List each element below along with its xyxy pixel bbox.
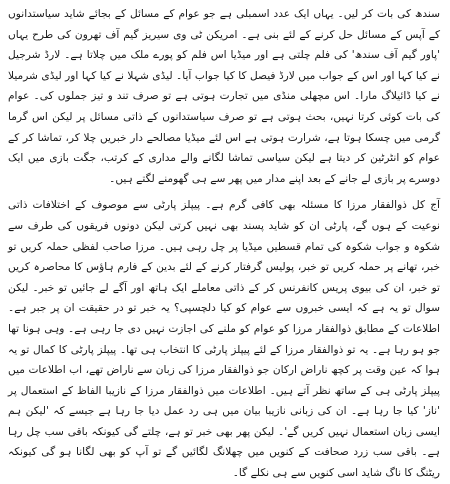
article-paragraph-2: آج کل ذوالفقار مرزا کا مسئلہ بھی کافی گرم ہے۔ پیپلز پارٹی سے موصوف کے اختلافات ذاتی نوعیت کے ہوں گے، پارٹی ان کو شاید پسند بھی نہیں کرتی لیکن دونوں فریقوں کی طرف سے شکوہ و جواب شکوہ کی تمام قسطیں میڈیا پر چل رہی ہیں۔ مرزا صاحب لفظی حملہ کریں تو خبر، تھانے پر حملہ کریں تو خبر، پولیس گرفتار کرنے کے لئے بدین کے فارم ہاؤس کا محاصرہ کریں تو خبر، ان کی بیوی پریس کانفرنس کر کے ذاتی معاملے ایک ہاتھ اور آگے لے جائیں تو خبر۔ لیکن سوال تو یہ ہے کہ ایسی خبروں سے عوام کو کیا دلچسپی؟ یہ خبر تو در حقیقت ان پر جبر ہے۔ اطلاعات کے مطابق ذوالفقار مرزا کو عوام کو ملنے کی اجازت نہیں دی جا رہی ہے۔ وہی ہونا تھا جو ہو رہا ہے۔ یہ تو ذوالفقار مرزا کے لئے پیپلز پارٹی کا انتخاب ہی تھا۔ پیپلز پارٹی کا کمال تو یہ ہوا کہ عین وقت پر کچھ ناراض ارکان جو ذوالفقار مرزا کی زبان سے ناراض تھے، اب اطلاعات میں پیپلز پارٹی ہی کے ساتھ نظر آتے ہیں۔ اطلاعات میں ذوالفقار مرزا کے نازیبا الفاظ کے استعمال پر 'ناز' کیا جا رہا ہے۔ ان کی زبانی نازیبا بیان میں ہی رد عمل دیا جا رہا ہے جیسے کہ 'لیکن ہم ایسی زبان استعمال نہیں کریں گے'۔ لیکن پھر بھی خبر تو ہے، چلتے گی کیونکہ باقی سب چل رہا ہے۔ باقی سب زرد صحافت کے کنویں میں چھلانگ لگائیں گے تو آپ کو بھی لگانا ہو گی کیونکہ ریٹنگ کا ناگ شاید اسی کنویں سے ہی نکلے گا۔ — [8, 199, 440, 480]
article-paragraph-1: سندھ کی بات کر لیں۔ یہاں ایک عدد اسمبلی ہے جو عوام کے مسائل کے بجائے شاید سیاستدانوں کے آپس کے مسائل حل کرنے کے لئے بنی ہے۔ امریکن ٹی وی سیریز گیم آف تھرون کی طرح یہاں 'پاور گیم آف سندھ' کی فلم چلتی ہے اور میڈیا اس فلم کو پورے ملک میں چلاتا ہے۔ لارڈ شرجیل نے کیا کہا اور اس کے جواب میں لارڈ فیصل کا کیا جواب آیا۔ لیڈی شہلا نے کیا کہا اور لیڈی شرمیلا نے کیا ڈائیلاگ مارا۔ اس مچھلی منڈی میں تجارت ہوتی ہے تو صرف تند و تیز جملوں کی۔ عوام کی بات کوئی کرتا نہیں، بحث ہوتی ہے تو صرف سیاستدانوں کے ذاتی مسائل پر لیکن اس گرما گرمی میں چسکا ہوتا ہے، شرارت ہوتی ہے اس لئے میڈیا مصالحے دار خبریں چلا کر، تماشا کر کے عوام کو انٹرٹین کر دیتا ہے لیکن سیاسی تماشا لگانے والے مداری کے کرتب، جگت بازی میں ایک دوسرے پر بازی لے جانے کے بعد اپنے مدار میں پھر سے ہی گھومنے لگتے ہیں۔ — [8, 8, 440, 185]
